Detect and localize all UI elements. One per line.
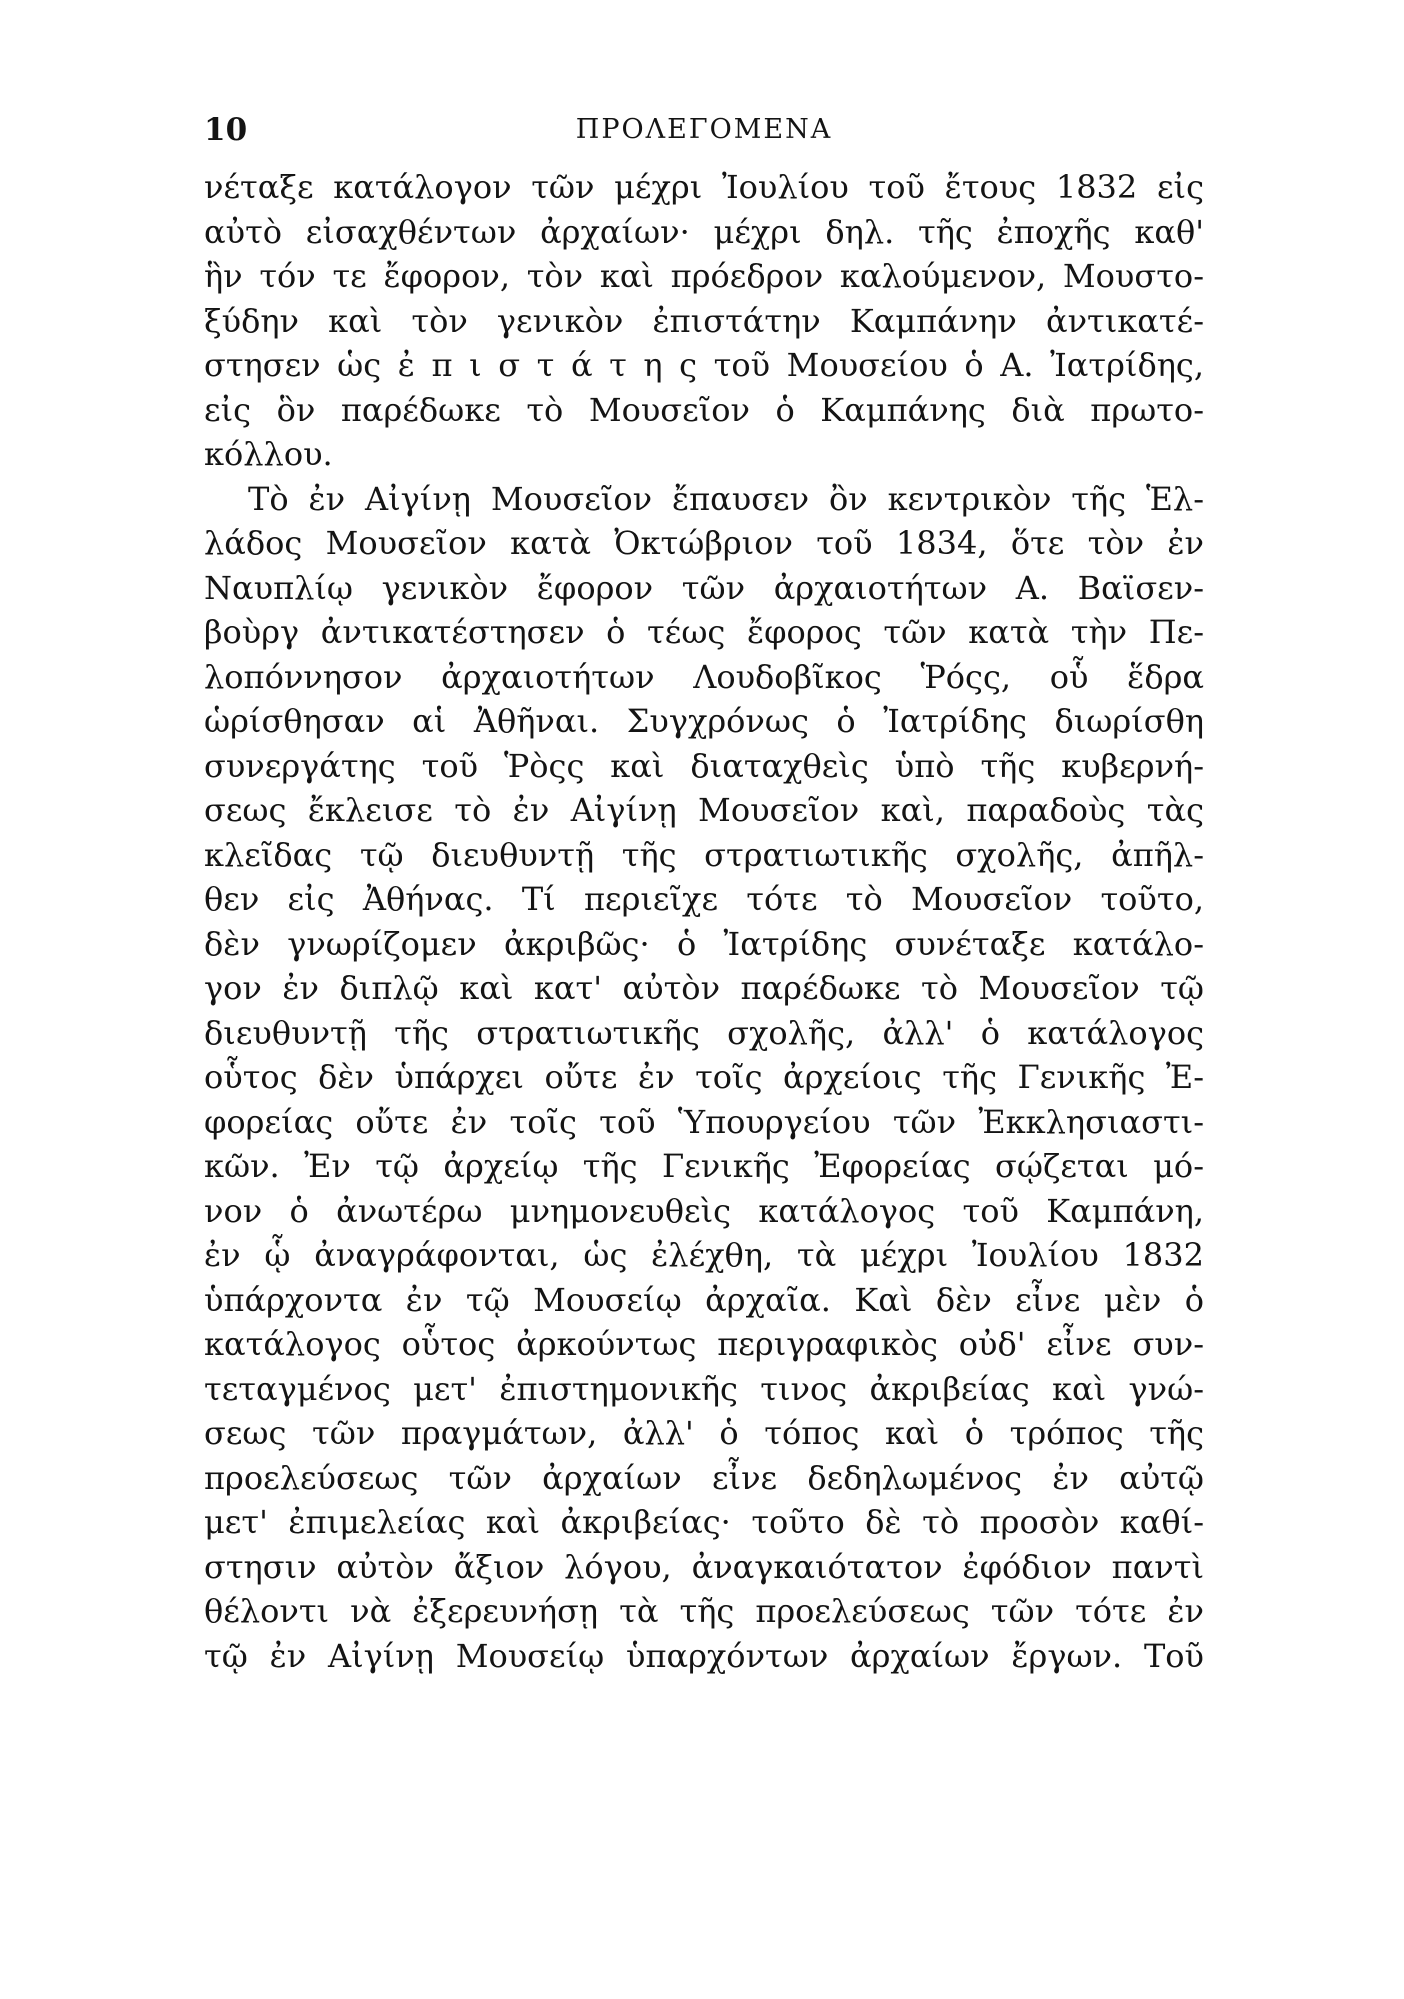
text-line: εἰς ὃν παρέδωκε τὸ Μουσεῖον ὁ Καμπάνης διὰ πρωτο- [204, 390, 1204, 429]
text-line: διευθυντῇ τῆς στρατιωτικῆς σχολῆς, ἀλλ' ὁ κατάλογος [204, 1013, 1204, 1052]
text-line: σεως ἔκλεισε τὸ ἐν Αἰγίνῃ Μουσεῖον καὶ, παραδοὺς τὰς [204, 791, 1204, 829]
text-line: στησιν αὐτὸν ἄξιον λόγου, ἀναγκαιότατον ἐφόδιον παντὶ [204, 1547, 1204, 1586]
paragraph-end-line: κόλλου. [204, 435, 333, 473]
body-text [204, 165, 1204, 1678]
text-line: στησεν ὡς ἐ π ι σ τ ά τ η ς τοῦ Μουσείου ὁ Α. Ἰατρίδης, [204, 346, 1204, 384]
text-line: προελεύσεως τῶν ἀρχαίων εἶνε δεδηλωμένος ἐν αὐτῷ [204, 1458, 1204, 1497]
text-line: αὐτὸ εἰσαχθέντων ἀρχαίων· μέχρι δηλ. τῆς ἐποχῆς καθ' [204, 212, 1204, 251]
text-line: ὑπάρχοντα ἐν τῷ Μουσείῳ ἀρχαῖα. Καὶ δὲν εἶνε μὲν ὁ [204, 1280, 1204, 1319]
text-line: κατάλογος οὗτος ἀρκούντως περιγραφικὸς οὐδ' εἶνε συν- [204, 1325, 1204, 1363]
text-line: κῶν. Ἐν τῷ ἀρχείῳ τῆς Γενικῆς Ἐφορείας σῴζεται μό- [204, 1147, 1204, 1185]
text-line: τεταγμένος μετ' ἐπιστημονικῆς τινος ἀκριβείας καὶ γνώ- [204, 1369, 1204, 1408]
text-line: ἣν τόν τε ἔφορον, τὸν καὶ πρόεδρον καλούμενον, Μουστο- [204, 257, 1204, 295]
section-title: ΠΡΟΛΕΓΟΜΕΝΑ [575, 114, 833, 145]
text-line: τῷ ἐν Αἰγίνῃ Μουσείῳ ὑπαρχόντων ἀρχαίων ἔργων. Τοῦ [204, 1636, 1204, 1675]
text-line: μετ' ἐπιμελείας καὶ ἀκριβείας· τοῦτο δὲ τὸ προσὸν καθί- [204, 1503, 1204, 1541]
text-line: ξύδην καὶ τὸν γενικὸν ἐπιστάτην Καμπάνην ἀντικατέ- [204, 301, 1204, 340]
text-line: γον ἐν διπλῷ καὶ κατ' αὐτὸν παρέδωκε τὸ Μουσεῖον τῷ [204, 969, 1204, 1007]
text-line: θεν εἰς Ἀθήνας. Τί περιεῖχε τότε τὸ Μουσεῖον τοῦτο, [204, 880, 1204, 918]
text-line: οὗτος δὲν ὑπάρχει οὔτε ἐν τοῖς ἀρχείοις τῆς Γενικῆς Ἐ- [204, 1058, 1204, 1096]
text-line: Ναυπλίῳ γενικὸν ἔφορον τῶν ἀρχαιοτήτων Α. Βαϊσεν- [204, 568, 1204, 607]
text-line: σεως τῶν πραγμάτων, ἀλλ' ὁ τόπος καὶ ὁ τρόπος τῆς [204, 1414, 1204, 1452]
running-head [204, 108, 1204, 152]
text-line: δὲν γνωρίζομεν ἀκριβῶς· ὁ Ἰατρίδης συνέταξε κατάλο- [204, 924, 1204, 963]
text-line: νέταξε κατάλογον τῶν μέχρι Ἰουλίου τοῦ ἔτους 1832 εἰς [204, 168, 1204, 206]
page-number: 10 [204, 112, 248, 148]
text-line: φορείας οὔτε ἐν τοῖς τοῦ Ὑπουργείου τῶν Ἐκκλησιαστι- [204, 1102, 1204, 1141]
text-line: λάδος Μουσεῖον κατὰ Ὀκτώβριον τοῦ 1834, ὅτε τὸν ἐν [204, 524, 1204, 562]
text-line: ὡρίσθησαν αἱ Ἀθῆναι. Συγχρόνως ὁ Ἰατρίδης διωρίσθη [204, 702, 1204, 740]
text-line: θέλοντι νὰ ἐξερευνήσῃ τὰ τῆς προελεύσεως τῶν τότε ἐν [204, 1592, 1204, 1630]
paragraph-first-line: Τὸ ἐν Αἰγίνῃ Μουσεῖον ἔπαυσεν ὂν κεντρικὸν τῆς Ἑλ- [248, 479, 1204, 518]
text-line: κλεῖδας τῷ διευθυντῇ τῆς στρατιωτικῆς σχολῆς, ἀπῆλ- [204, 835, 1204, 874]
text-line: ἐν ᾧ ἀναγράφονται, ὡς ἐλέχθη, τὰ μέχρι Ἰουλίου 1832 [204, 1236, 1204, 1274]
text-line: νον ὁ ἀνωτέρω μνημονευθεὶς κατάλογος τοῦ Καμπάνη, [204, 1191, 1204, 1230]
text-line: βοὺργ ἀντικατέστησεν ὁ τέως ἔφορος τῶν κατὰ τὴν Πε- [204, 613, 1204, 651]
text-line: λοπόννησον ἀρχαιοτήτων Λουδοβῖκος Ῥόςς, οὗ ἕδρα [204, 657, 1204, 696]
text-line: συνεργάτης τοῦ Ῥὸςς καὶ διαταχθεὶς ὑπὸ τῆς κυβερνή- [204, 746, 1204, 785]
